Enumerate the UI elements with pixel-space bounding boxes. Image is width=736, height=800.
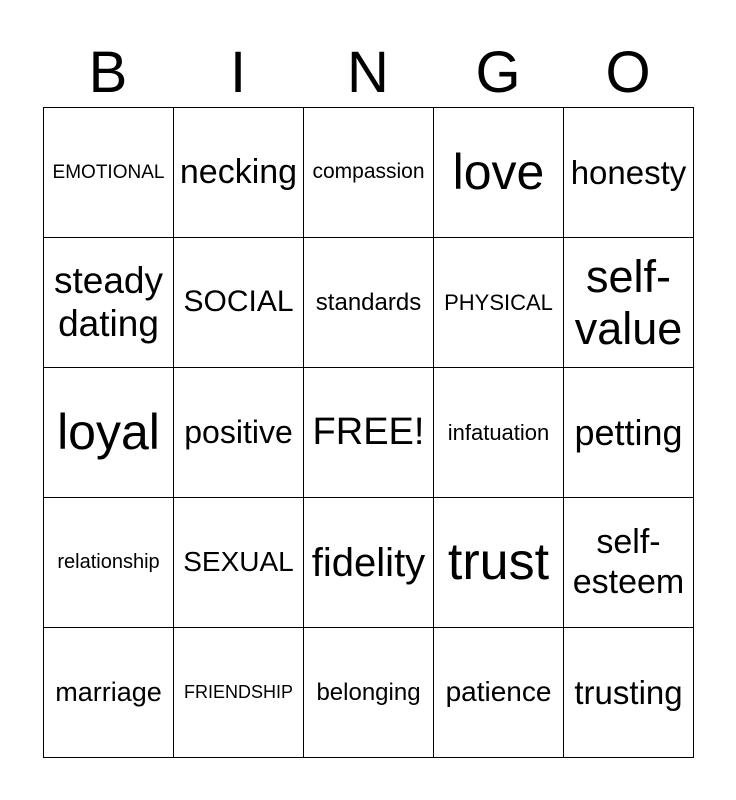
- bingo-cell[interactable]: [174, 238, 304, 368]
- bingo-cell[interactable]: [304, 108, 434, 238]
- bingo-cell[interactable]: [174, 628, 304, 758]
- header-letter-b: B: [88, 40, 128, 105]
- board-row: [44, 628, 694, 758]
- board-row: [44, 108, 694, 238]
- board-row: [44, 498, 694, 628]
- bingo-cell-label: honesty: [570, 153, 687, 191]
- bingo-cell-label: marriage: [55, 676, 162, 707]
- header-letter-g: G: [475, 40, 521, 105]
- bingo-cell[interactable]: [174, 368, 304, 498]
- bingo-cell-label: trusting: [574, 673, 683, 711]
- bingo-cell-label: SEXUAL: [183, 546, 294, 578]
- bingo-cell[interactable]: [304, 238, 434, 368]
- bingo-cell[interactable]: [434, 628, 564, 758]
- bingo-cell[interactable]: [434, 238, 564, 368]
- bingo-cell-label: steady dating: [53, 259, 163, 344]
- bingo-cell[interactable]: [44, 498, 174, 628]
- bingo-board-body: [44, 108, 694, 758]
- header-letter-i: I: [229, 40, 247, 105]
- bingo-cell-label: petting: [574, 411, 683, 453]
- bingo-cell[interactable]: [564, 498, 694, 628]
- bingo-cell-label: trust: [447, 532, 550, 591]
- bingo-cell[interactable]: [564, 628, 694, 758]
- board-row: [44, 368, 694, 498]
- bingo-cell[interactable]: [564, 238, 694, 368]
- bingo-cell-label: SOCIAL: [183, 285, 294, 319]
- bingo-cell[interactable]: [44, 628, 174, 758]
- bingo-cell[interactable]: [564, 368, 694, 498]
- bingo-cell[interactable]: [434, 498, 564, 628]
- bingo-cell-label: self-esteem: [572, 523, 685, 601]
- bingo-cell[interactable]: [304, 628, 434, 758]
- bingo-cell[interactable]: [304, 368, 434, 498]
- bingo-cell[interactable]: [44, 238, 174, 368]
- bingo-cell[interactable]: [304, 498, 434, 628]
- bingo-cell[interactable]: [44, 108, 174, 238]
- bingo-cell-label: EMOTIONAL: [52, 161, 165, 183]
- bingo-header: [43, 40, 693, 106]
- bingo-cell-label: loyal: [57, 403, 160, 460]
- bingo-cell[interactable]: [174, 498, 304, 628]
- bingo-cell-label: necking: [179, 152, 298, 191]
- bingo-cell-label: self-value: [574, 250, 683, 354]
- bingo-cell[interactable]: [434, 368, 564, 498]
- bingo-cell-label: love: [452, 143, 545, 200]
- bingo-cell-label: FRIENDSHIP: [183, 682, 293, 703]
- bingo-cell-label: compassion: [312, 160, 425, 184]
- bingo-cell[interactable]: [434, 108, 564, 238]
- bingo-board: [43, 107, 694, 758]
- bingo-cell[interactable]: [174, 108, 304, 238]
- bingo-cell-label: PHYSICAL: [444, 289, 553, 315]
- bingo-cell-label: FREE!: [312, 410, 425, 453]
- bingo-cell[interactable]: [44, 368, 174, 498]
- header-letter-o: O: [605, 40, 651, 105]
- bingo-cell-label: positive: [184, 414, 293, 451]
- bingo-cell-label: standards: [315, 288, 422, 316]
- bingo-cell-label: relationship: [57, 551, 160, 573]
- header-letter-n: N: [347, 40, 389, 105]
- bingo-cell-label: infatuation: [447, 419, 550, 445]
- bingo-cell-label: belonging: [316, 678, 421, 706]
- bingo-cell-label: fidelity: [311, 540, 426, 585]
- board-row: [44, 238, 694, 368]
- bingo-cell-label: patience: [445, 676, 552, 708]
- bingo-cell[interactable]: [564, 108, 694, 238]
